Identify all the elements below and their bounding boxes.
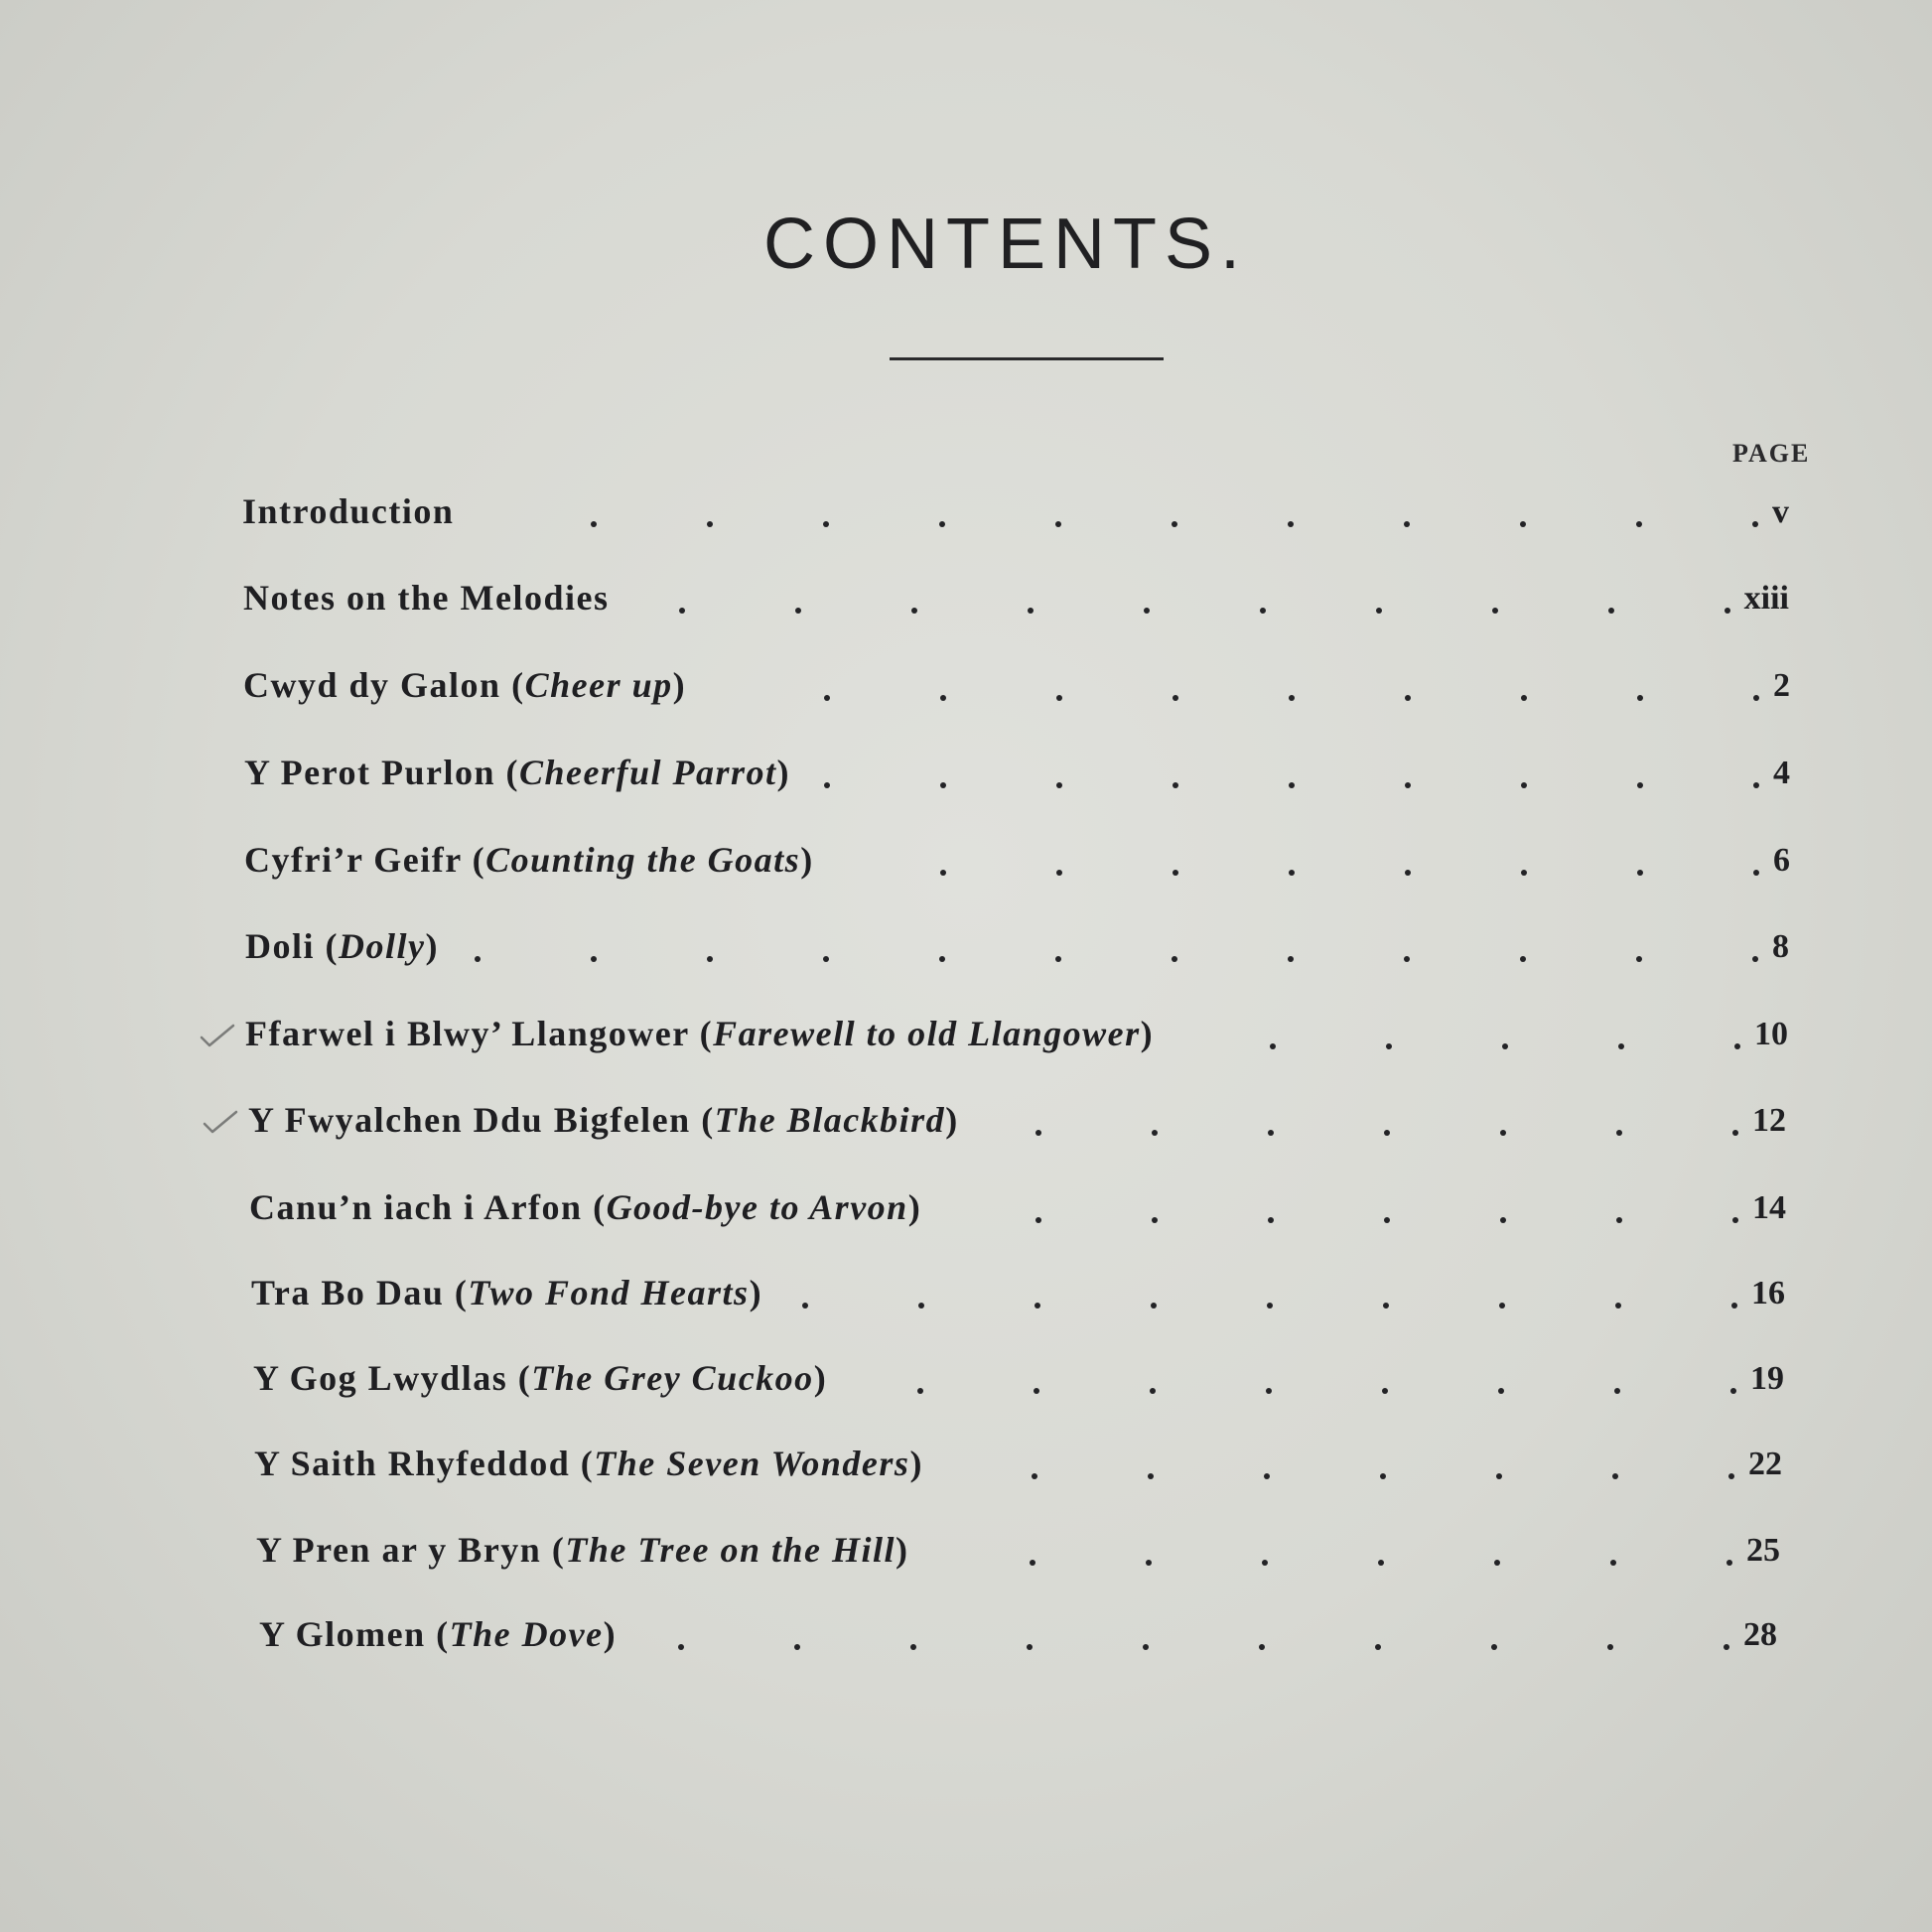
toc-entry[interactable]: [0, 755, 1932, 814]
dot-leader: [0, 1473, 1932, 1483]
leader-dot: [1270, 1043, 1276, 1049]
leader-dot: [591, 956, 597, 962]
leader-dot: [795, 608, 801, 614]
dot-leader: [0, 608, 1932, 618]
toc-entry[interactable]: [0, 1616, 1932, 1676]
toc-entry-welsh-title: Tra Bo Dau: [251, 1273, 445, 1312]
open-paren: (: [500, 665, 525, 705]
leader-dot: [1264, 1473, 1270, 1479]
leader-dot: [1405, 870, 1411, 876]
toc-entry-welsh-title: Canu’n iach i Arfon: [249, 1187, 583, 1227]
leader-dot: [1520, 521, 1526, 527]
leader-dot: [1607, 1644, 1613, 1650]
leader-dot: [1521, 870, 1527, 876]
leader-dot: [1030, 1560, 1035, 1566]
toc-entry-page-number: 25: [1746, 1532, 1780, 1569]
leader-dot: [1637, 782, 1643, 788]
close-paren: ): [776, 753, 790, 792]
leader-dot: [1266, 1388, 1272, 1394]
leader-dot: [1404, 521, 1410, 527]
dot-leader: [0, 1388, 1932, 1398]
leader-dot: [910, 1644, 916, 1650]
leader-dot: [1520, 956, 1526, 962]
leader-dot: [939, 521, 945, 527]
leader-dot: [591, 521, 597, 527]
leader-dot: [1636, 956, 1642, 962]
toc-entry-welsh-title: Ffarwel i Blwy’ Llangower: [245, 1014, 690, 1053]
open-paren: (: [507, 1358, 532, 1398]
open-paren: (: [315, 926, 340, 966]
open-paren: (: [494, 753, 519, 792]
toc-entry-welsh-title: Y Gog Lwydlas: [253, 1358, 508, 1398]
toc-entry-page-number: 10: [1754, 1016, 1788, 1052]
leader-dot: [678, 1644, 684, 1650]
toc-entry-page-number: 28: [1743, 1616, 1777, 1653]
page-title: CONTENTS.: [762, 205, 1248, 284]
leader-dot: [1383, 1303, 1389, 1309]
leader-dot: [823, 521, 829, 527]
toc-entry-welsh-title: Cyfri’r Geifr: [244, 840, 463, 880]
leader-dot: [1726, 1560, 1732, 1566]
leader-dot: [1150, 1388, 1156, 1394]
toc-entry-english-title: The Dove: [449, 1614, 604, 1654]
leader-dot: [1034, 1388, 1039, 1394]
leader-dot: [1521, 782, 1527, 788]
leader-dot: [1056, 695, 1062, 701]
leader-dot: [1618, 1043, 1624, 1049]
leader-dot: [1056, 870, 1062, 876]
leader-dot: [1268, 1217, 1274, 1223]
leader-dot: [940, 870, 946, 876]
leader-dot: [1496, 1473, 1502, 1479]
leader-dot: [1173, 782, 1178, 788]
dot-leader: [0, 521, 1932, 531]
leader-dot: [707, 956, 713, 962]
toc-entry-welsh-title: Cwyd dy Galon: [243, 665, 501, 705]
leader-dot: [1636, 521, 1642, 527]
leader-dot: [1376, 608, 1382, 614]
toc-entry-page-number: 8: [1772, 928, 1789, 965]
leader-dot: [1173, 870, 1178, 876]
leader-dot: [1725, 608, 1730, 614]
leader-dot: [1028, 608, 1034, 614]
open-paren: (: [541, 1530, 566, 1570]
toc-entry-page-number: xiii: [1743, 580, 1789, 617]
leader-dot: [1731, 1303, 1737, 1309]
close-paren: ): [895, 1530, 909, 1570]
leader-dot: [1405, 695, 1411, 701]
leader-dot: [940, 695, 946, 701]
leader-dot: [823, 956, 829, 962]
leader-dot: [1616, 1217, 1622, 1223]
toc-entry-page-number: 16: [1751, 1275, 1785, 1311]
leader-dot: [1502, 1043, 1508, 1049]
dot-leader: [0, 1217, 1932, 1227]
toc-entry-welsh-title: Notes on the Melodies: [243, 578, 610, 618]
leader-dot: [1262, 1560, 1268, 1566]
leader-dot: [1146, 1560, 1152, 1566]
toc-entry-english-title: The Grey Cuckoo: [531, 1358, 814, 1398]
leader-dot: [1289, 695, 1295, 701]
toc-entry-welsh-title: Y Saith Rhyfeddod: [254, 1444, 571, 1483]
leader-dot: [1172, 521, 1177, 527]
leader-dot: [1498, 1388, 1504, 1394]
close-paren: ): [749, 1273, 763, 1312]
leader-dot: [1637, 870, 1643, 876]
leader-dot: [1728, 1473, 1734, 1479]
leader-dot: [1724, 1644, 1729, 1650]
leader-dot: [802, 1303, 808, 1309]
leader-dot: [1288, 521, 1294, 527]
toc-entry-welsh-title: Y Glomen: [259, 1614, 426, 1654]
dot-leader: [0, 870, 1932, 880]
dot-leader: [0, 1043, 1932, 1053]
leader-dot: [1753, 782, 1759, 788]
toc-entry-page-number: v: [1772, 493, 1789, 530]
leader-dot: [1500, 1130, 1506, 1136]
leader-dot: [1151, 1303, 1157, 1309]
leader-dot: [1288, 956, 1294, 962]
toc-entry-english-title: Farewell to old Llangower: [713, 1014, 1141, 1053]
toc-entry[interactable]: [0, 842, 1932, 901]
leader-dot: [1055, 956, 1061, 962]
dot-leader: [0, 1644, 1932, 1654]
leader-dot: [1753, 695, 1759, 701]
close-paren: ): [907, 1187, 922, 1227]
leader-dot: [794, 1644, 800, 1650]
leader-dot: [475, 956, 481, 962]
page-column-label: PAGE: [1732, 439, 1811, 468]
close-paren: ): [425, 926, 439, 966]
toc-entry-page-number: 19: [1750, 1360, 1784, 1397]
leader-dot: [1405, 782, 1411, 788]
toc-entry-page-number: 14: [1752, 1189, 1786, 1226]
leader-dot: [1404, 956, 1410, 962]
leader-dot: [1027, 1644, 1033, 1650]
toc-entry-english-title: The Blackbird: [714, 1100, 946, 1140]
open-paren: (: [689, 1014, 714, 1053]
title-rule: [890, 357, 1164, 360]
leader-dot: [1491, 1644, 1497, 1650]
leader-dot: [707, 521, 713, 527]
leader-dot: [1386, 1043, 1392, 1049]
leader-dot: [1615, 1303, 1621, 1309]
dot-leader: [0, 956, 1932, 966]
toc-entry[interactable]: [0, 1446, 1932, 1505]
toc-entry-english-title: Good-bye to Arvon: [606, 1187, 908, 1227]
leader-dot: [1499, 1303, 1505, 1309]
leader-dot: [1260, 608, 1266, 614]
close-paren: ): [672, 665, 687, 705]
leader-dot: [1152, 1130, 1158, 1136]
leader-dot: [1732, 1217, 1738, 1223]
toc-entry-page-number: 2: [1773, 667, 1790, 704]
leader-dot: [824, 695, 830, 701]
toc-entry[interactable]: [0, 1360, 1932, 1420]
toc-entry-english-title: Two Fond Hearts: [468, 1273, 750, 1312]
dot-leader: [0, 782, 1932, 792]
leader-dot: [1734, 1043, 1740, 1049]
leader-dot: [1035, 1303, 1040, 1309]
leader-dot: [1259, 1644, 1265, 1650]
leader-dot: [1172, 956, 1177, 962]
close-paren: ): [909, 1444, 923, 1483]
toc-entry[interactable]: [0, 1275, 1932, 1334]
close-paren: ): [813, 1358, 828, 1398]
leader-dot: [1382, 1388, 1388, 1394]
leader-dot: [1148, 1473, 1154, 1479]
leader-dot: [1752, 956, 1758, 962]
toc-entry-english-title: The Tree on the Hill: [565, 1530, 896, 1570]
toc-entry-page-number: 22: [1748, 1446, 1782, 1482]
open-paren: (: [690, 1100, 715, 1140]
leader-dot: [1732, 1130, 1738, 1136]
toc-entry[interactable]: [0, 1189, 1932, 1249]
leader-dot: [940, 782, 946, 788]
open-paren: (: [582, 1187, 607, 1227]
leader-dot: [1143, 1644, 1149, 1650]
toc-entry[interactable]: [0, 1102, 1932, 1162]
leader-dot: [1056, 782, 1062, 788]
leader-dot: [918, 1303, 924, 1309]
leader-dot: [1289, 782, 1295, 788]
leader-dot: [911, 608, 917, 614]
leader-dot: [1730, 1388, 1736, 1394]
close-paren: ): [1140, 1014, 1155, 1053]
toc-entry[interactable]: [0, 928, 1932, 988]
leader-dot: [1267, 1303, 1273, 1309]
leader-dot: [1612, 1473, 1618, 1479]
leader-dot: [1380, 1473, 1386, 1479]
toc-entry-page-number: 12: [1752, 1102, 1786, 1139]
leader-dot: [1492, 608, 1498, 614]
dot-leader: [0, 695, 1932, 705]
leader-dot: [1289, 870, 1295, 876]
leader-dot: [824, 782, 830, 788]
leader-dot: [1494, 1560, 1500, 1566]
leader-dot: [1637, 695, 1643, 701]
dot-leader: [0, 1560, 1932, 1570]
leader-dot: [1055, 521, 1061, 527]
dot-leader: [0, 1303, 1932, 1312]
leader-dot: [1384, 1217, 1390, 1223]
close-paren: ): [800, 840, 814, 880]
toc-entry-page-number: 4: [1773, 755, 1790, 791]
close-paren: ): [945, 1100, 959, 1140]
toc-entry-english-title: The Seven Wonders: [594, 1444, 910, 1483]
leader-dot: [1521, 695, 1527, 701]
leader-dot: [1378, 1560, 1384, 1566]
toc-entry-page-number: 6: [1773, 842, 1790, 879]
toc-entry[interactable]: [0, 1016, 1932, 1075]
open-paren: (: [462, 840, 486, 880]
leader-dot: [1032, 1473, 1037, 1479]
close-paren: ): [603, 1614, 618, 1654]
leader-dot: [1752, 521, 1758, 527]
leader-dot: [1035, 1217, 1041, 1223]
open-paren: (: [570, 1444, 595, 1483]
leader-dot: [1035, 1130, 1041, 1136]
leader-dot: [1152, 1217, 1158, 1223]
toc-entry-welsh-title: Doli: [245, 926, 316, 966]
leader-dot: [939, 956, 945, 962]
toc-entry[interactable]: [0, 667, 1932, 727]
toc-entry[interactable]: [0, 580, 1932, 639]
leader-dot: [1268, 1130, 1274, 1136]
leader-dot: [1173, 695, 1178, 701]
leader-dot: [1753, 870, 1759, 876]
leader-dot: [1608, 608, 1614, 614]
leader-dot: [1616, 1130, 1622, 1136]
toc-entry-english-title: Counting the Goats: [485, 840, 801, 880]
leader-dot: [1500, 1217, 1506, 1223]
leader-dot: [679, 608, 685, 614]
toc-entry-english-title: Cheerful Parrot: [518, 753, 777, 792]
toc-entry-english-title: Dolly: [339, 926, 426, 966]
toc-entry-welsh-title: Y Pren ar y Bryn: [256, 1530, 542, 1570]
toc-entry-welsh-title: Y Fwyalchen Ddu Bigfelen: [248, 1100, 691, 1140]
leader-dot: [1144, 608, 1150, 614]
leader-dot: [1614, 1388, 1620, 1394]
toc-entry-welsh-title: Introduction: [242, 491, 455, 531]
toc-entry-welsh-title: Y Perot Purlon: [244, 753, 495, 792]
toc-entry-english-title: Cheer up: [524, 665, 673, 705]
leader-dot: [1375, 1644, 1381, 1650]
leader-dot: [1610, 1560, 1616, 1566]
leader-dot: [917, 1388, 923, 1394]
open-paren: (: [444, 1273, 469, 1312]
toc-entry[interactable]: [0, 493, 1932, 553]
dot-leader: [0, 1130, 1932, 1140]
leader-dot: [1384, 1130, 1390, 1136]
open-paren: (: [425, 1614, 450, 1654]
toc-entry[interactable]: [0, 1532, 1932, 1591]
